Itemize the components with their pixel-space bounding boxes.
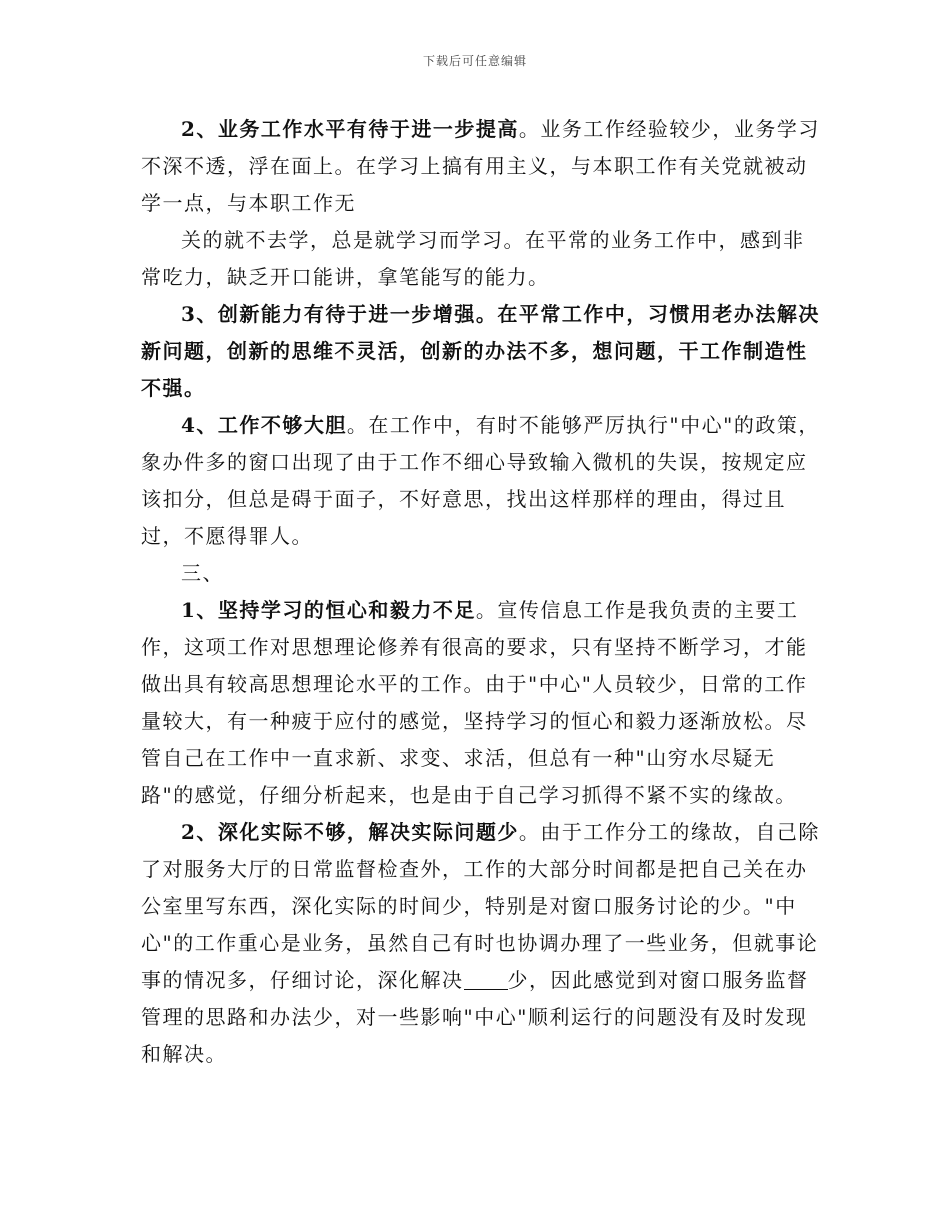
paragraph-2-business-level <box>141 111 821 222</box>
paragraph-text: 。宣传信息工作是我负责的主要工作，这项工作对思想理论修养有很高的要求，只有坚持不断学习，才能做出具有较高思想理论水平的工作。由于"中心"人员较少，日常的工作量较大，有一种疲于应付的感觉，坚持学习的恒心和毅力逐渐放松。尽管自己在工作中一直求新、求变、求活，但总有一种"山穷水尽疑无路"的感觉，仔细分析起来，也是由于自己学习抓得不紧不实的缘故。 <box>141 598 808 807</box>
paragraph-heading: 4、工作不够大胆 <box>181 413 347 437</box>
section-label: 三、 <box>181 561 224 585</box>
paragraph-3-innovation <box>141 296 821 407</box>
paragraph-text: 少，因此感觉到对窗口服务监督管理的思路和办法少，对一些影响"中心"顺利运行的问题没有及时发现和解决。 <box>141 968 809 1066</box>
paragraph-heading: 3、创新能力有待于进一步增强。在平常工作中，习惯用老办法解决新问题，创新的思维不灵活，创新的办法不多，想问题，干工作制造性不强。 <box>141 302 820 400</box>
paragraph-heading: 2、业务工作水平有待于进一步提高 <box>181 117 519 141</box>
paragraph-1-learning <box>141 592 821 814</box>
paragraph-continuation <box>141 222 821 296</box>
paragraph-text: 关的就不去学，总是就学习而学习。在平常的业务工作中，感到非常吃力，缺乏开口能讲，拿笔能写的能力。 <box>141 228 805 289</box>
page-header: 下载后可任意编辑 <box>422 54 527 68</box>
blank-underline <box>464 969 508 990</box>
paragraph-text: 。在工作中，有时不能够严厉执行"中心"的政策，象办件多的窗口出现了由于工作不细心导致输入微机的失误，按规定应该扣分，但总是碍于面子，不好意思，找出这样那样的理由，得过且过，不愿得罪人。 <box>141 413 820 548</box>
document-body <box>141 111 821 1073</box>
paragraph-heading: 2、深化实际不够，解决实际问题少 <box>181 820 519 844</box>
section-three-heading <box>141 555 821 592</box>
paragraph-2-practice <box>141 814 821 1073</box>
paragraph-text: 。由于工作分工的缘故，自己除了对服务大厅的日常监督检查外，工作的大部分时间都是把自己关在办公室里写东西，深化实际的时间少，特别是对窗口服务讨论的少。"中心"的工作重心是业务，虽然自己有时也协调办理了一些业务，但就事论事的情况多，仔细讨论，深化解决 <box>141 820 820 992</box>
paragraph-4-boldness <box>141 407 821 555</box>
paragraph-heading: 1、坚持学习的恒心和毅力不足 <box>181 598 476 622</box>
paragraph-text: 。业务工作经验较少，业务学习不深不透，浮在面上。在学习上搞有用主义，与本职工作有关党就被动学一点，与本职工作无 <box>141 117 820 215</box>
